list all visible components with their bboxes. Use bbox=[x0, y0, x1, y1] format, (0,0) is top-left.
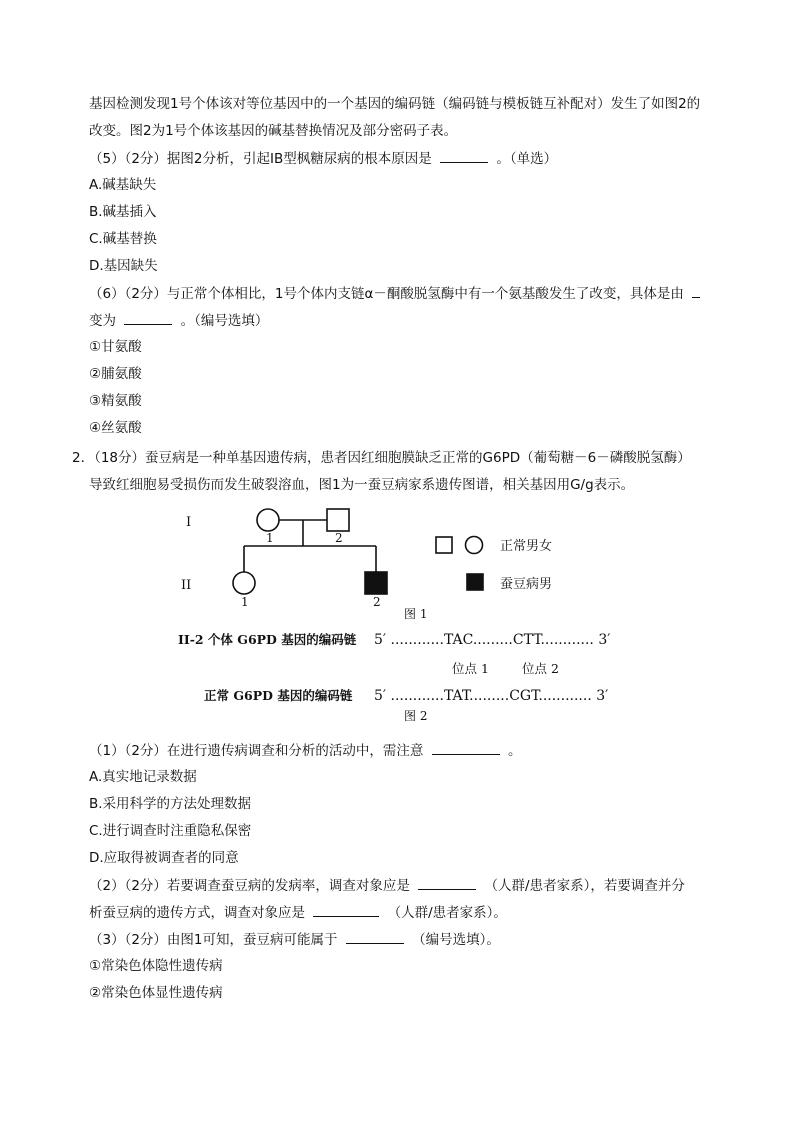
answer-blank bbox=[432, 740, 500, 755]
option-a: A.真实地记录数据 bbox=[89, 769, 197, 785]
answer-blank bbox=[346, 929, 404, 944]
option-d: D.基因缺失 bbox=[89, 258, 158, 274]
figure-2-caption: 图 2 bbox=[404, 709, 428, 723]
individual-number: 1 bbox=[241, 595, 249, 609]
male-normal-i2 bbox=[327, 509, 349, 531]
question-text: 。（编号选填） bbox=[180, 313, 269, 329]
option-b: B.碱基插入 bbox=[89, 204, 157, 220]
option-1: ①甘氨酸 bbox=[89, 339, 142, 355]
question-text: 。（单选） bbox=[496, 151, 558, 167]
normal-strand-label: 正常 G6PD 基因的编码链 bbox=[204, 688, 353, 703]
sequence-figure bbox=[0, 626, 794, 726]
question-text: 析蚕豆病的遗传方式，调查对象应是 bbox=[89, 905, 305, 921]
question-6-stem bbox=[89, 283, 704, 304]
option-2: ②脯氨酸 bbox=[89, 366, 142, 382]
question-2-line bbox=[72, 448, 691, 468]
legend-male-normal-icon bbox=[436, 537, 452, 553]
answer-blank bbox=[440, 148, 488, 163]
question-text: （人群/患者家系），若要调查并分 bbox=[484, 878, 685, 894]
question-text: （1）（2分）在进行遗传病调查和分析的活动中，需注意 bbox=[89, 743, 424, 759]
question-text: （3）（2分）由图1可知，蚕豆病可能属于 bbox=[89, 932, 338, 948]
question-2-2-line bbox=[89, 902, 507, 923]
question-text: （人群/患者家系）。 bbox=[387, 905, 507, 921]
normal-strand-sequence: 5′ ............TAT.........CGT............ 3′ bbox=[374, 688, 609, 704]
legend-normal-label: 正常男女 bbox=[500, 539, 553, 554]
question-text: （编号选填）。 bbox=[412, 932, 500, 948]
mutant-strand-label: II-2 个体 G6PD 基因的编码链 bbox=[178, 632, 357, 647]
legend-female-normal-icon bbox=[466, 537, 483, 554]
question-number: 2． bbox=[72, 450, 95, 466]
question-text: （2）（2分）若要调查蚕豆病的发病率，调查对象应是 bbox=[89, 878, 410, 894]
option-a: A.碱基缺失 bbox=[89, 177, 157, 193]
legend-male-affected-icon bbox=[467, 574, 483, 590]
answer-blank bbox=[418, 875, 476, 890]
site-2-label: 位点 2 bbox=[522, 661, 559, 676]
figure-1-caption: 图 1 bbox=[404, 607, 428, 621]
question-6-stem-cont bbox=[89, 310, 268, 331]
female-normal-ii1 bbox=[233, 572, 255, 594]
question-2-3-stem bbox=[89, 929, 500, 950]
question-text: （18分）蚕豆病是一种单基因遗传病，患者因红细胞膜缺乏正常的G6PD（葡萄糖－6－磷酸脱氢酶） bbox=[94, 450, 691, 466]
option-2: ②常染色体显性遗传病 bbox=[89, 985, 223, 1001]
question-text: （6）（2分）与正常个体相比，1号个体内支链α－酮酸脱氢酶中有一个氨基酸发生了改变，具体是由 bbox=[89, 286, 684, 302]
answer-blank bbox=[692, 283, 700, 298]
individual-number: 2 bbox=[373, 595, 381, 609]
generation-ii-label: II bbox=[181, 578, 192, 593]
generation-i-label: I bbox=[186, 515, 192, 530]
legend-affected-label: 蚕豆病男 bbox=[500, 577, 553, 592]
question-text: 变为 bbox=[89, 313, 116, 329]
option-c: C.碱基替换 bbox=[89, 231, 157, 247]
question-text: 。 bbox=[508, 743, 522, 759]
female-normal-i1 bbox=[257, 509, 279, 531]
question-text: （5）（2分）据图2分析，引起IB型枫糖尿病的根本原因是 bbox=[89, 151, 432, 167]
question-2-1-stem bbox=[89, 740, 522, 761]
mutant-strand-sequence: 5′ ............TAC.........CTT............ 3′ bbox=[374, 632, 611, 648]
option-4: ④丝氨酸 bbox=[89, 420, 142, 436]
question-2-line: 导致红细胞易受损伤而发生破裂溶血，图1为一蚕豆病家系遗传图谱，相关基因用G/g表示。 bbox=[89, 477, 635, 493]
option-c: C.进行调查时注重隐私保密 bbox=[89, 823, 252, 839]
paragraph-line: 基因检测发现1号个体该对等位基因中的一个基因的编码链（编码链与模板链互补配对）发生了如图2的 bbox=[89, 96, 701, 112]
question-2-2-line bbox=[89, 875, 685, 896]
individual-number: 1 bbox=[266, 531, 274, 545]
option-1: ①常染色体隐性遗传病 bbox=[89, 958, 223, 974]
pedigree-figure bbox=[0, 500, 794, 630]
answer-blank bbox=[313, 902, 379, 917]
option-d: D.应取得被调查者的同意 bbox=[89, 850, 239, 866]
option-3: ③精氨酸 bbox=[89, 393, 142, 409]
male-affected-ii2 bbox=[365, 572, 387, 594]
option-b: B.采用科学的方法处理数据 bbox=[89, 796, 252, 812]
paragraph-line: 改变。图2为1号个体该基因的碱基替换情况及部分密码子表。 bbox=[89, 123, 458, 139]
individual-number: 2 bbox=[335, 531, 343, 545]
question-5-stem bbox=[89, 148, 557, 169]
answer-blank bbox=[124, 310, 172, 325]
site-1-label: 位点 1 bbox=[452, 661, 489, 676]
